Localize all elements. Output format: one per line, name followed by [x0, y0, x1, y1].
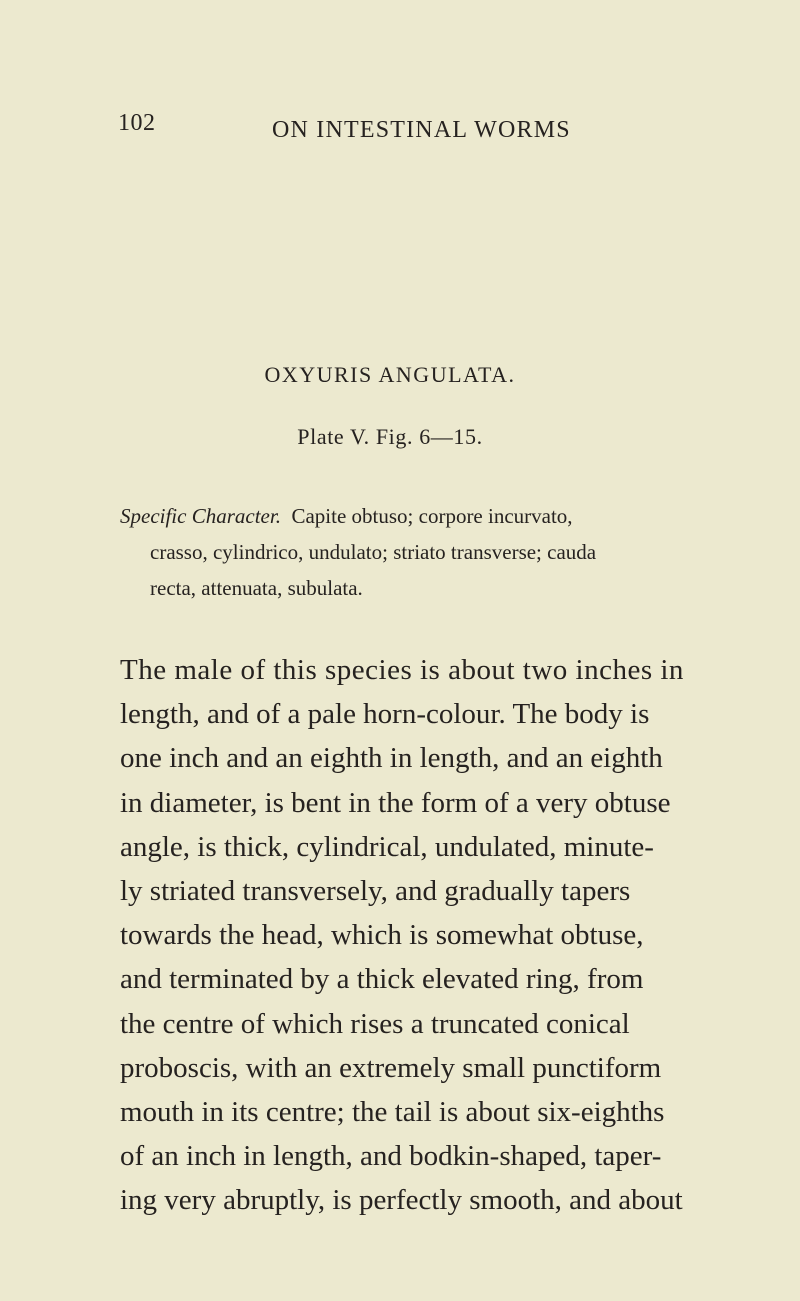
body-line: ing very abruptly, is perfectly smooth, and about — [120, 1184, 683, 1217]
specific-character-label: Specific Character. — [120, 504, 281, 528]
body-line: length, and of a pale horn-colour. The body is — [120, 698, 650, 731]
running-head: ON INTESTINAL WORMS — [272, 117, 571, 143]
body-line: proboscis, with an extremely small punctiform — [120, 1051, 662, 1084]
body-line: ly striated transversely, and gradually tapers — [120, 875, 631, 908]
body-line: angle, is thick, cylindrical, undulated, minute- — [120, 830, 654, 863]
body-paragraph — [120, 648, 760, 1223]
body-line: and terminated by a thick elevated ring, from — [120, 963, 644, 996]
body-line: one inch and an eighth in length, and an eighth — [120, 742, 663, 775]
specific-character-text: Capite obtuso; corpore incurvato, — [291, 504, 573, 528]
body-line: towards the head, which is somewhat obtuse, — [120, 919, 644, 952]
specific-character-paragraph — [120, 498, 750, 606]
body-line: the centre of which rises a truncated conical — [120, 1007, 630, 1040]
body-line: mouth in its centre; the tail is about six-eighths — [120, 1096, 665, 1129]
plate-reference: Plate V. Fig. 6—15. — [297, 424, 483, 449]
specific-character-line-2: crasso, cylindrico, undulato; striato transverse; cauda — [150, 540, 597, 564]
specific-character-line-3: recta, attenuata, subulata. — [150, 576, 363, 600]
body-line: in diameter, is bent in the form of a very obtuse — [120, 786, 671, 819]
body-line: of an inch in length, and bodkin-shaped, taper- — [120, 1140, 662, 1173]
species-title: OXYURIS ANGULATA. — [264, 362, 516, 387]
body-line: The male of this species is about two inches in — [120, 654, 684, 686]
specific-character-line-1 — [120, 498, 750, 534]
page-number: 102 — [118, 110, 156, 136]
